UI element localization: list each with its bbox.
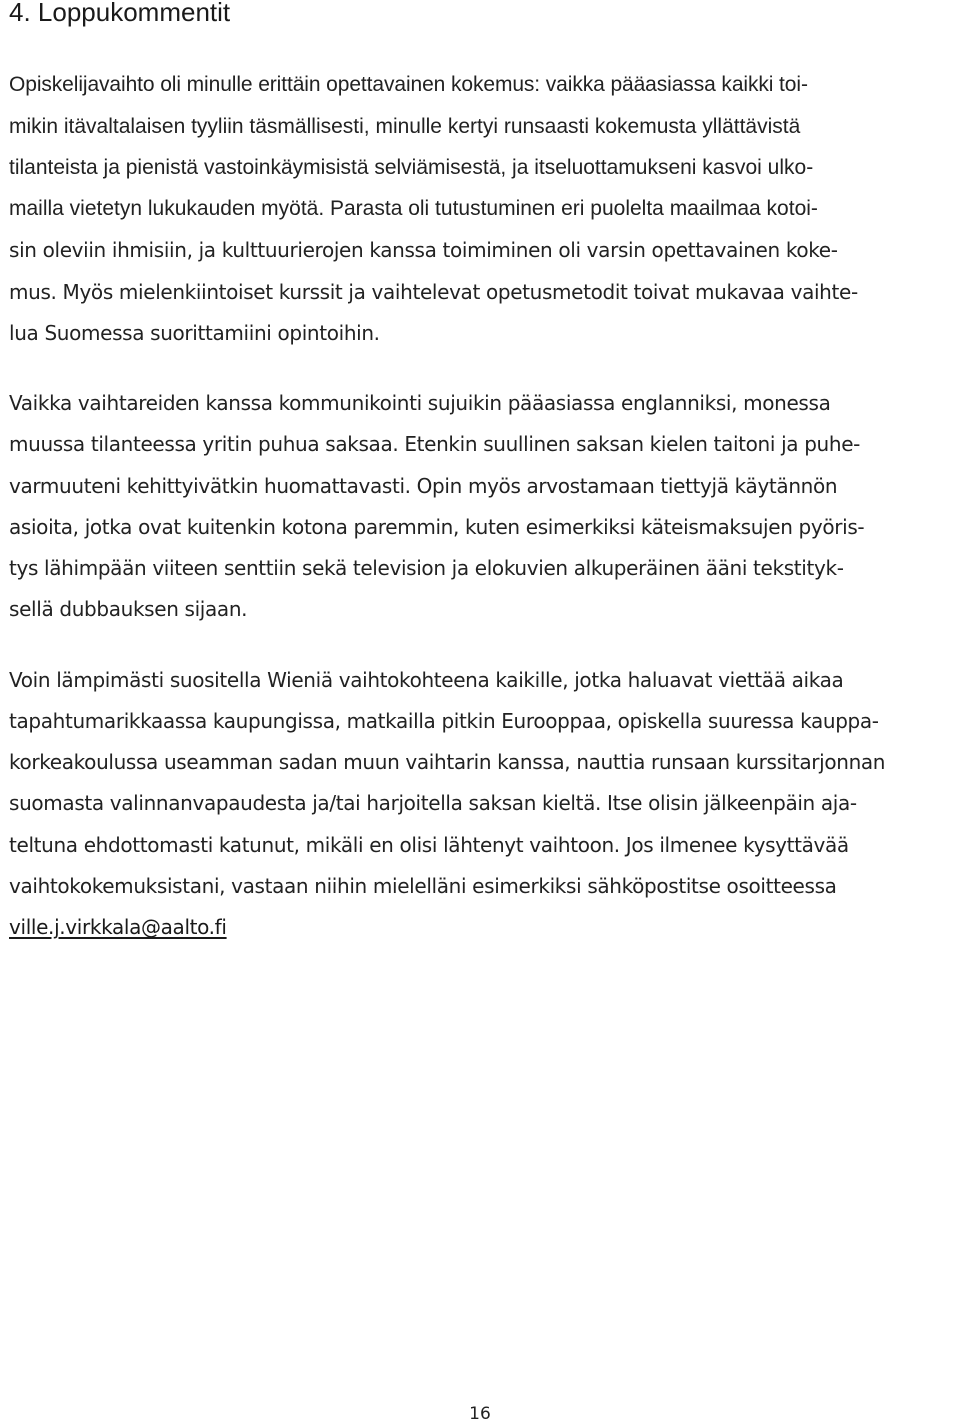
- paragraph-line: mus. Myös mielenkiintoiset kurssit ja vaihtelevat opetusmetodit toivat mukavaa vaihte-: [9, 280, 858, 304]
- paragraph-line: suomasta valinnanvapaudesta ja/tai harjoitella saksan kieltä. Itse olisin jälkeenpäin aja-: [9, 791, 857, 815]
- paragraph-line: sellä dubbauksen sijaan.: [9, 597, 248, 621]
- paragraph-line: sin oleviin ihmisiin, ja kulttuurierojen kanssa toimiminen oli varsin opettavainen koke-: [9, 238, 838, 262]
- paragraph-line: tilanteista ja pienistä vastoinkäymisistä selviämisestä, ja itseluottamukseni kasvoi ulko-: [9, 156, 814, 179]
- paragraph-line: teltuna ehdottomasti katunut, mikäli en olisi lähtenyt vaihtoon. Jos ilmenee kysyttävää: [9, 833, 849, 857]
- paragraph-line: Opiskelijavaihto oli minulle erittäin opettavainen kokemus: vaikka pääasiassa kaikki toi-: [9, 73, 808, 96]
- paragraph-line: mikin itävaltalaisen tyyliin täsmällisesti, minulle kertyi runsaasti kokemusta yllättävistä: [9, 115, 801, 138]
- paragraph-line: tapahtumarikkaassa kaupungissa, matkailla pitkin Eurooppaa, opiskella suuressa kauppa-: [9, 709, 879, 733]
- paragraph-line: asioita, jotka ovat kuitenkin kotona paremmin, kuten esimerkiksi käteismaksujen pyöris-: [9, 515, 865, 539]
- email-line: [9, 913, 227, 941]
- paragraph-line: vaihtokokemuksistani, vastaan niihin mielelläni esimerkiksi sähköpostitse osoitteessa: [9, 874, 837, 898]
- paragraph-line: Voin lämpimästi suositella Wieniä vaihtokohteena kaikille, jotka haluavat viettää aikaa: [9, 668, 844, 692]
- paragraph-line: varmuuteni kehittyivätkin huomattavasti. Opin myös arvostamaan tiettyjä käytännön: [9, 474, 838, 498]
- page-number: 16: [469, 1404, 491, 1424]
- paragraph-line: mailla vietetyn lukukauden myötä. Parasta oli tutustuminen eri puolelta maailmaa kotoi-: [9, 197, 818, 220]
- email-link[interactable]: ville.j.virkkala@aalto.fi: [9, 915, 227, 939]
- paragraph-line: tys lähimpään viiteen senttiin sekä television ja elokuvien alkuperäinen ääni tekstityk-: [9, 556, 844, 580]
- paragraph-line: lua Suomessa suorittamiini opintoihin.: [9, 321, 380, 345]
- paragraph-line: korkeakoulussa useamman sadan muun vaihtarin kanssa, nauttia runsaan kurssitarjonnan: [9, 750, 886, 774]
- section-heading: 4. Loppukommentit: [9, 0, 231, 27]
- paragraph-line: muussa tilanteessa yritin puhua saksaa. Etenkin suullinen saksan kielen taitoni ja puhe-: [9, 432, 861, 456]
- paragraph-line: Vaikka vaihtareiden kanssa kommunikointi sujuikin pääasiassa englanniksi, monessa: [9, 391, 831, 415]
